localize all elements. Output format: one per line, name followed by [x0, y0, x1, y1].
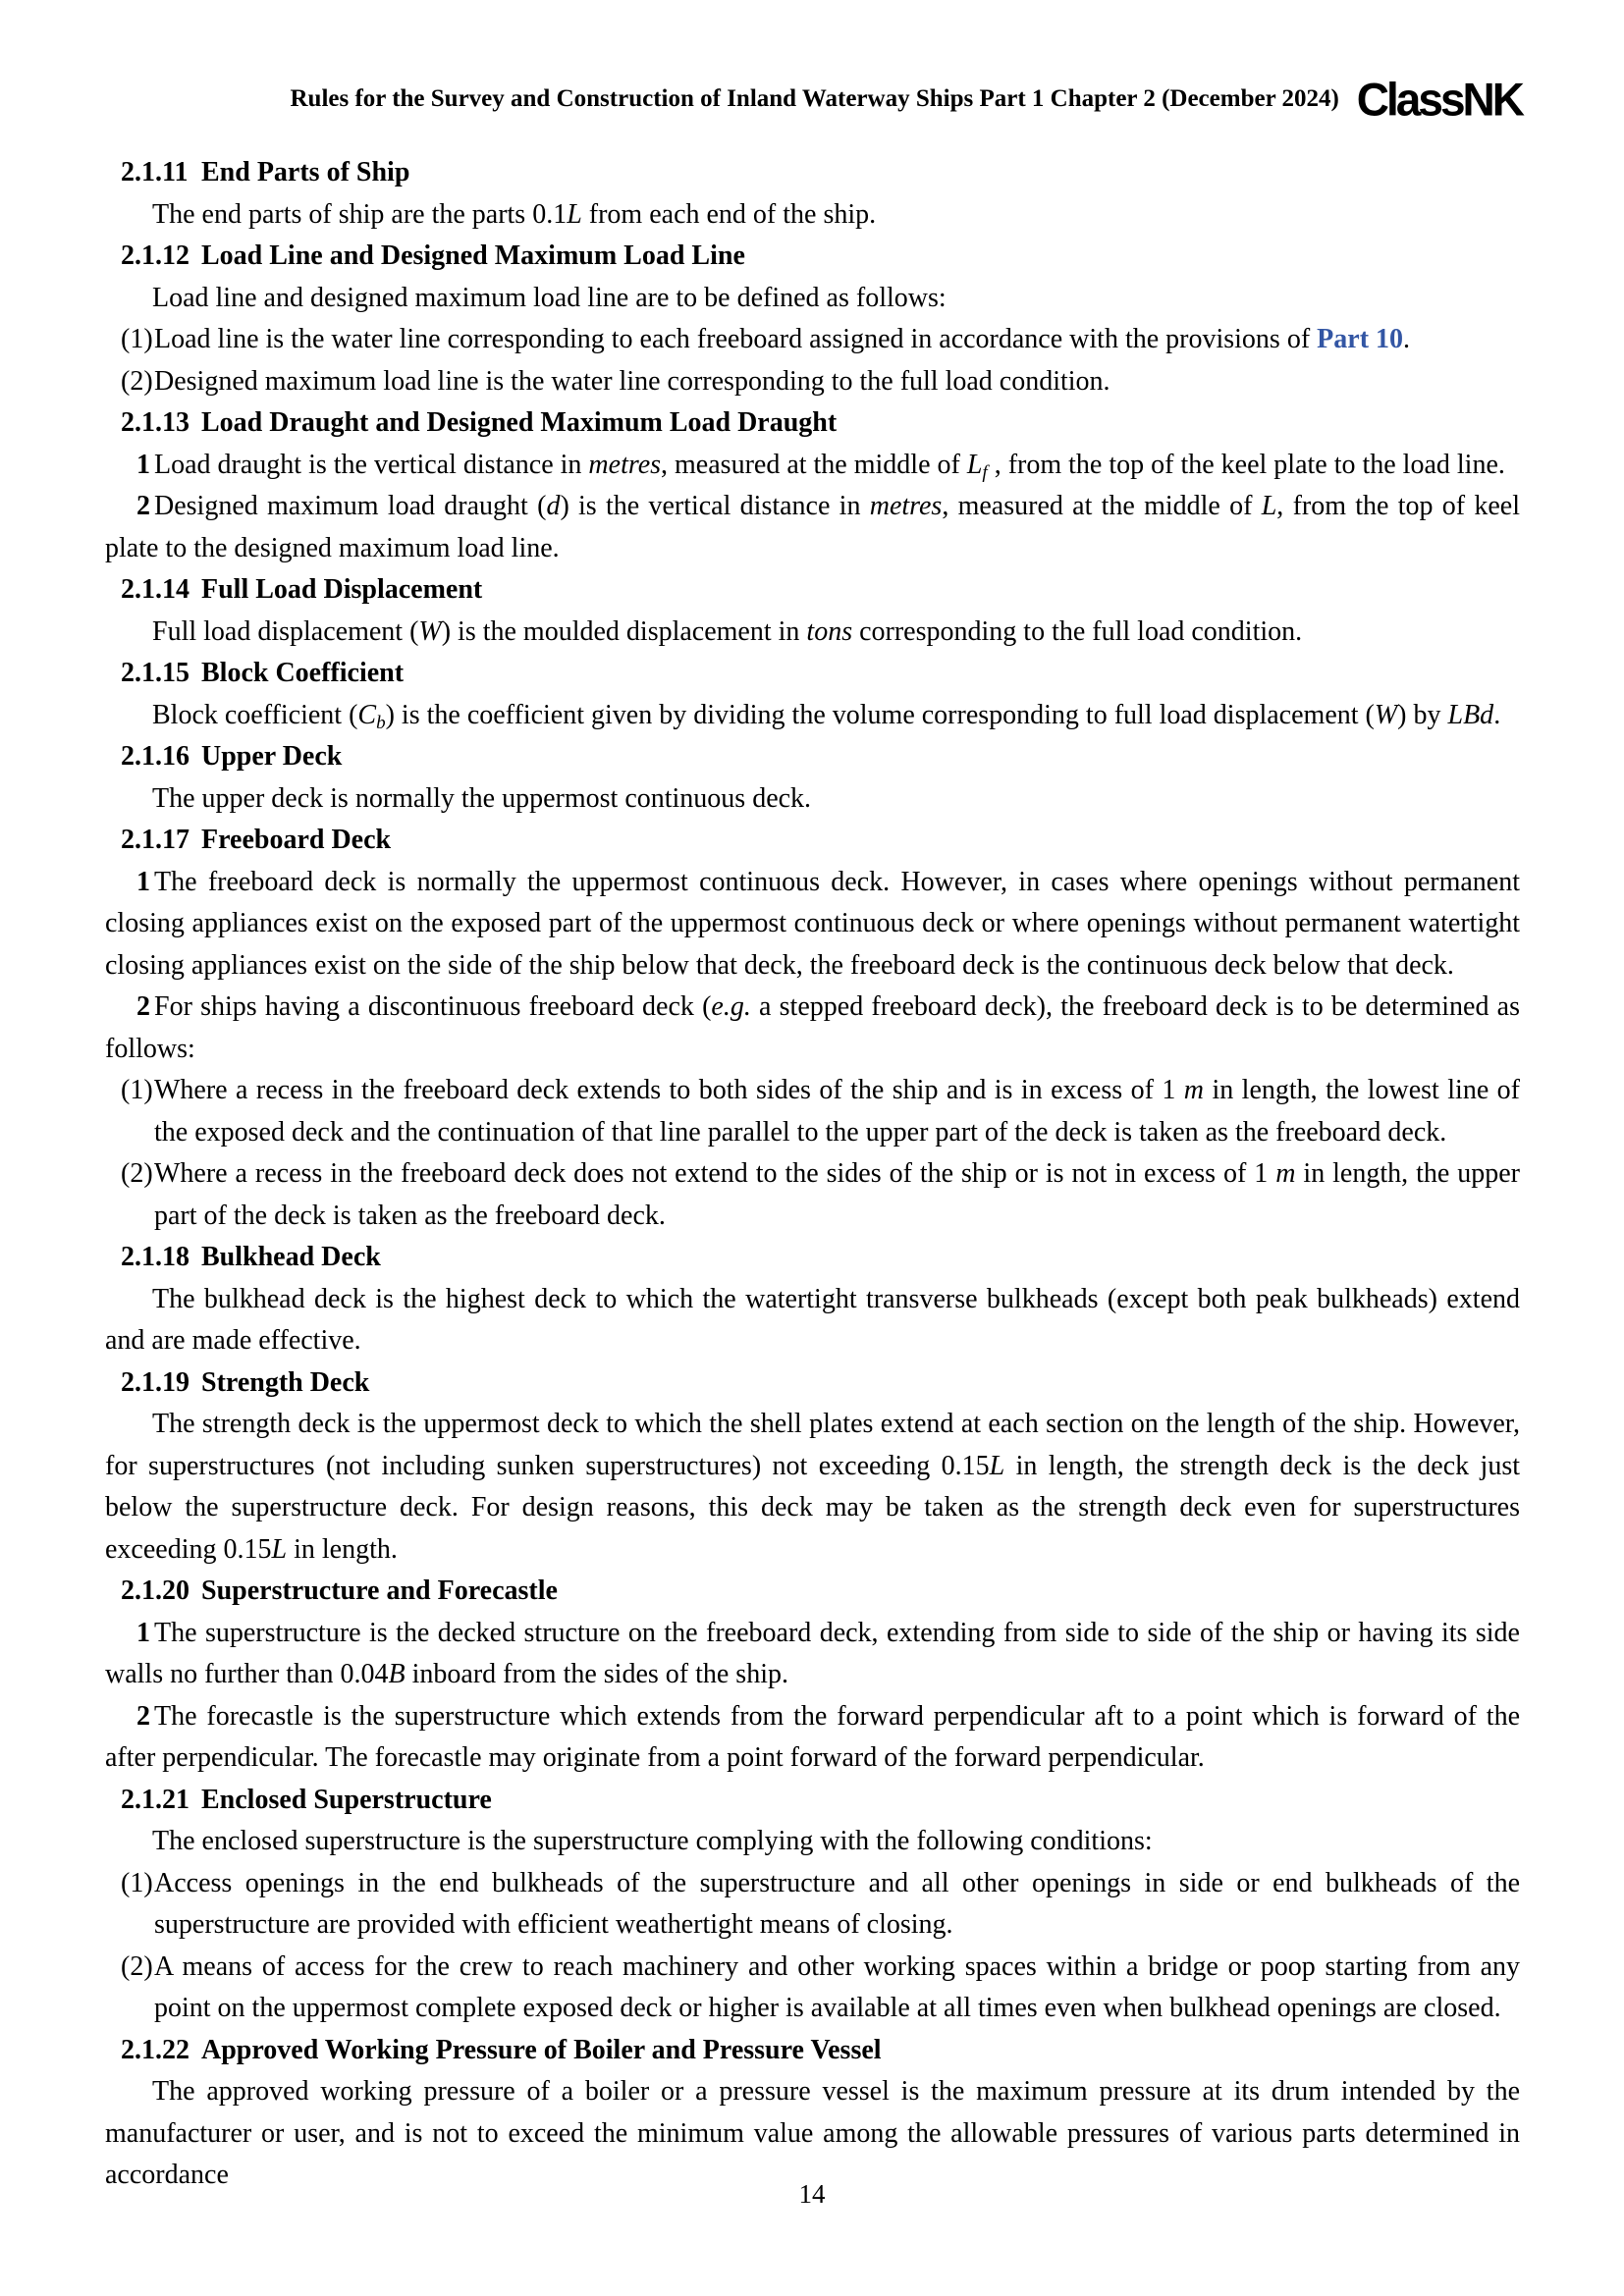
- paragraph: [105, 486, 1520, 569]
- paragraph: [105, 862, 1520, 988]
- paragraph: The enclosed superstructure is the superstructure complying with the following conditions:: [152, 1826, 1153, 1856]
- section-heading: [105, 402, 1520, 445]
- list-marker: (1): [121, 1075, 153, 1105]
- section-title: Upper Deck: [201, 741, 343, 772]
- paragraph-number: 1: [136, 1617, 150, 1648]
- paragraph-text: The freeboard deck is normally the uppermost continuous deck. However, in cases where openings without permanent closing appliances exist on the exposed part of the uppermost continuous deck or where openings without permanent watertight closing appliances exist on the side of the ship below that deck, the freeboard deck is the continuous deck below that deck.: [105, 866, 1520, 981]
- paragraph-number: 2: [136, 491, 150, 521]
- section-title: Full Load Displacement: [201, 574, 483, 605]
- section-number: 2.1.13: [121, 407, 189, 438]
- paragraph-text: The forecastle is the superstructure which extends from the forward perpendicular aft to a point which is forward of the after perpendicular. The forecastle may originate from a point forward of the forward perpendicular.: [105, 1700, 1520, 1773]
- paragraph-text: Load line is the water line corresponding to each freeboard assigned in accordance with the provisions of Part 10.: [154, 324, 1411, 354]
- paragraph: Block coefficient $(C_b)$ is the coefficient given by dividing the volume corresponding to full load displacement (W) by LBd.: [152, 699, 1501, 733]
- paragraph-text: The superstructure is the decked structure on the freeboard deck, extending from side to side of the ship or having its side walls no further than 0.04B inboard from the sides of the ship.: [105, 1617, 1520, 1689]
- paragraph: The upper deck is normally the uppermost continuous deck.: [152, 782, 812, 814]
- section-heading: [105, 1571, 1520, 1613]
- paragraph: [105, 1863, 1520, 1947]
- section-number: 2.1.14: [121, 574, 189, 605]
- paragraph-number: 2: [136, 991, 150, 1022]
- paragraph-text: A means of access for the crew to reach machinery and other working spaces within a bridge or poop starting from any point on the uppermost complete exposed deck or higher is available at all times even when bulkhead openings are closed.: [154, 1950, 1520, 2023]
- paragraph: [105, 361, 1520, 403]
- paragraph: [105, 1613, 1520, 1696]
- paragraph-text: Where a recess in the freeboard deck does not extend to the sides of the ship or is not in excess of 1 m in length, the upper part of the deck is taken as the freeboard deck.: [154, 1158, 1520, 1231]
- section-title: Approved Working Pressure of Boiler and Pressure Vessel: [201, 2034, 882, 2065]
- section-title: Load Draught and Designed Maximum Load Draught: [201, 407, 838, 438]
- paragraph: The strength deck is the uppermost deck to which the shell plates extend at each section on the length of the ship. However, for superstructures (not including sunken superstructures) not exceeding 0.15L in length, the strength deck is the deck just below the superstructure deck. For design reasons, this deck may be taken as the strength deck even for superstructures exceeding 0.15L in length.: [105, 1409, 1520, 1565]
- section-number: 2.1.16: [121, 741, 189, 772]
- section-title: Freeboard Deck: [201, 825, 392, 855]
- section-number: 2.1.18: [121, 1242, 189, 1272]
- page-number: 14: [798, 2179, 826, 2209]
- paragraph: [105, 1070, 1520, 1153]
- paragraph: [105, 1947, 1520, 2030]
- paragraph: [105, 445, 1520, 487]
- paragraph: The bulkhead deck is the highest deck to which the watertight transverse bulkheads (except both peak bulkheads) extend and are made effective.: [105, 1283, 1520, 1356]
- paragraph-number: 1: [136, 449, 150, 480]
- section-heading: [105, 1362, 1520, 1405]
- page-header: [105, 73, 1522, 126]
- paragraph: [105, 319, 1520, 361]
- list-marker: (1): [121, 324, 153, 354]
- section-title: End Parts of Ship: [201, 157, 410, 187]
- paragraph-text: Access openings in the end bulkheads of the superstructure and all other openings in side or end bulkheads of the superstructure are provided with efficient weathertight means of closing.: [154, 1867, 1520, 1940]
- section-title: Enclosed Superstructure: [201, 1784, 492, 1815]
- section-heading: [105, 736, 1520, 778]
- section-number: 2.1.19: [121, 1366, 189, 1398]
- paragraph: Load line and designed maximum load line are to be defined as follows:: [152, 282, 947, 313]
- header-title: Rules for the Survey and Construction of Inland Waterway Ships Part 1 Chapter 2 (December 2024): [290, 85, 1339, 112]
- classnk-logo: ClassNK: [1356, 73, 1522, 126]
- section-number: 2.1.17: [121, 825, 189, 855]
- section-number: 2.1.12: [121, 240, 189, 271]
- section-heading: [105, 820, 1520, 862]
- paragraph-text: Designed maximum load line is the water line corresponding to the full load condition.: [154, 365, 1110, 397]
- document-body: [105, 152, 1520, 2197]
- paragraph: Full load displacement (W) is the moulded displacement in tons corresponding to the full load condition.: [152, 615, 1303, 647]
- part-10-link[interactable]: Part 10: [1317, 324, 1404, 354]
- list-marker: (2): [121, 1158, 153, 1189]
- section-title: Bulkhead Deck: [201, 1242, 381, 1272]
- paragraph: The end parts of ship are the parts 0.1L from each end of the ship.: [152, 198, 877, 230]
- paragraph: The approved working pressure of a boiler or a pressure vessel is the maximum pressure at its drum intended by the manufacturer or user, and is not to exceed the minimum value among the allowable pressures of various parts determined in accordance: [105, 2076, 1520, 2190]
- section-heading: [105, 152, 1520, 194]
- list-marker: (2): [121, 1950, 153, 1982]
- paragraph: [105, 987, 1520, 1070]
- paragraph-text: Load draught is the vertical distance in metres, measured at the middle of $L_f$ , from the top of the keel plate to the load line.: [154, 449, 1505, 483]
- section-heading: [105, 2030, 1520, 2072]
- paragraph-number: 2: [136, 1700, 150, 1732]
- section-heading: [105, 236, 1520, 278]
- section-number: 2.1.20: [121, 1575, 189, 1606]
- section-number: 2.1.21: [121, 1784, 189, 1815]
- list-marker: (2): [121, 365, 153, 397]
- section-title: Strength Deck: [201, 1366, 370, 1398]
- paragraph: [105, 1696, 1520, 1780]
- section-title: Superstructure and Forecastle: [201, 1575, 558, 1606]
- section-number: 2.1.11: [121, 157, 189, 187]
- paragraph-text: For ships having a discontinuous freeboard deck (e.g. a stepped freeboard deck), the freeboard deck is to be determined as follows:: [105, 991, 1520, 1064]
- paragraph: [105, 1153, 1520, 1237]
- paragraph-text: Where a recess in the freeboard deck extends to both sides of the ship and is in excess of 1 m in length, the lowest line of the exposed deck and the continuation of that line parallel to the upper part of the deck is taken as the freeboard deck.: [154, 1075, 1520, 1148]
- section-heading: [105, 653, 1520, 695]
- section-number: 2.1.22: [121, 2034, 189, 2065]
- section-heading: [105, 569, 1520, 612]
- paragraph-number: 1: [136, 866, 150, 897]
- section-title: Block Coefficient: [201, 658, 405, 688]
- list-marker: (1): [121, 1867, 153, 1898]
- section-heading: [105, 1780, 1520, 1822]
- section-number: 2.1.15: [121, 658, 189, 688]
- section-heading: [105, 1237, 1520, 1279]
- paragraph-text: Designed maximum load draught (d) is the vertical distance in metres, measured at the middle of L, from the top of keel plate to the designed maximum load line.: [105, 491, 1521, 563]
- section-title: Load Line and Designed Maximum Load Line: [201, 240, 745, 271]
